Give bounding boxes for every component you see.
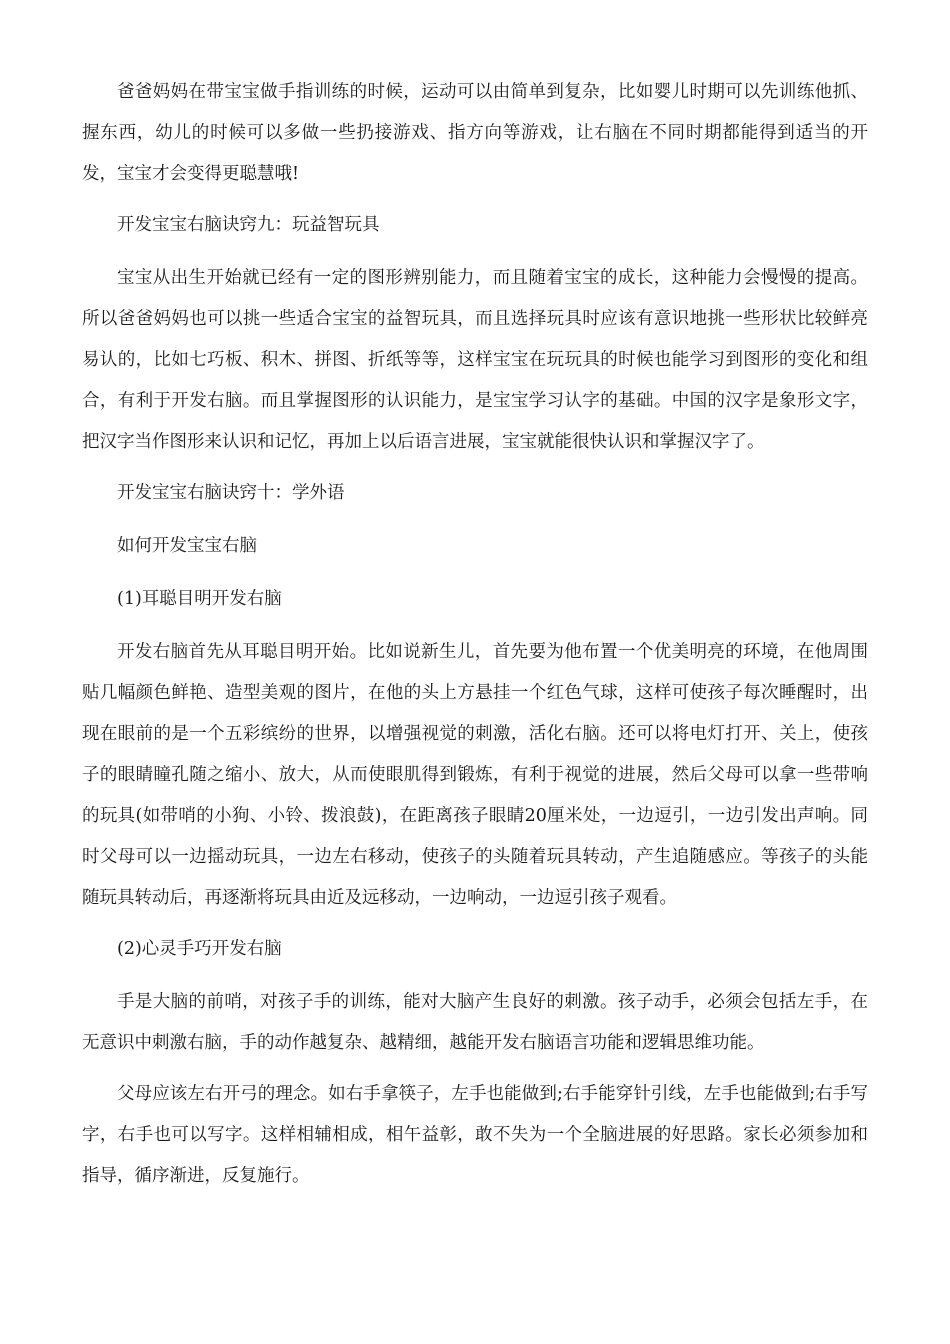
paragraph-eyes-ears: 开发右脑首先从耳聪目明开始。比如说新生儿，首先要为他布置一个优美明亮的环境，在他周围贴几幅颜色鲜艳、造型美观的图片，在他的头上方悬挂一个红色气球，这样可使孩子每次睡醒时，出现在眼前的是一个五彩缤纷的世界，以增强视觉的刺激，活化右脑。还可以将电灯打开、关上，使孩子的眼睛瞳孔随之缩小、放大，从而使眼肌得到锻炼，有利于视觉的进展，然后父母可以拿一些带响的玩具(如带哨的小狗、小铃、拨浪鼓)，在距离孩子眼睛20厘米处，一边逗引，一边引发出声响。同时父母可以一边摇动玩具，一边左右移动，使孩子的头随着玩具转动，产生追随感应。等孩子的头能随玩具转动后，再逐渐将玩具由近及远移动，一边响动，一边逗引孩子观看。: [82, 642, 868, 908]
heading-hands: (2)心灵手巧开发右脑: [117, 939, 282, 959]
paragraph-both-hands: 父母应该左右开弓的理念。如右手拿筷子，左手也能做到;右手能穿针引线，左手也能做到;右手写字，右手也可以写字。这样相辅相成，相午益彰，敢不失为一个全脑进展的好思路。家长必须参加和指导，循序渐进，反复施行。: [82, 1084, 868, 1186]
heading-how-to-develop: 如何开发宝宝右脑: [117, 536, 257, 556]
heading-eyes-ears: (1)耳聪目明开发右脑: [117, 589, 282, 609]
paragraph-hands: 手是大脑的前哨，对孩子手的训练，能对大脑产生良好的刺激。孩子动手，必须会包括左手，在无意识中刺激右脑，手的动作越复杂、越精细，越能开发右脑语言功能和逻辑思维功能。: [82, 992, 868, 1053]
heading-tip-nine: 开发宝宝右脑诀窍九：玩益智玩具: [117, 215, 380, 235]
heading-tip-ten: 开发宝宝右脑诀窍十：学外语: [117, 483, 345, 503]
document-body: [82, 72, 868, 1207]
paragraph-puzzle-toys: 宝宝从出生开始就已经有一定的图形辨别能力，而且随着宝宝的成长，这种能力会慢慢的提高。所以爸爸妈妈也可以挑一些适合宝宝的益智玩具，而且选择玩具时应该有意识地挑一些形状比较鲜亮易认的，比如七巧板、积木、拼图、折纸等等，这样宝宝在玩玩具的时候也能学习到图形的变化和组合，有利于开发右脑。而且掌握图形的认识能力，是宝宝学习认字的基础。中国的汉字是象形文字，把汉字当作图形来认识和记忆，再加上以后语言进展，宝宝就能很快认识和掌握汉字了。: [82, 268, 868, 452]
paragraph-finger-training: 爸爸妈妈在带宝宝做手指训练的时候，运动可以由简单到复杂，比如婴儿时期可以先训练他抓、握东西，幼儿的时候可以多做一些扔接游戏、指方向等游戏，让右脑在不同时期都能得到适当的开发，宝宝才会变得更聪慧哦!: [82, 82, 868, 184]
